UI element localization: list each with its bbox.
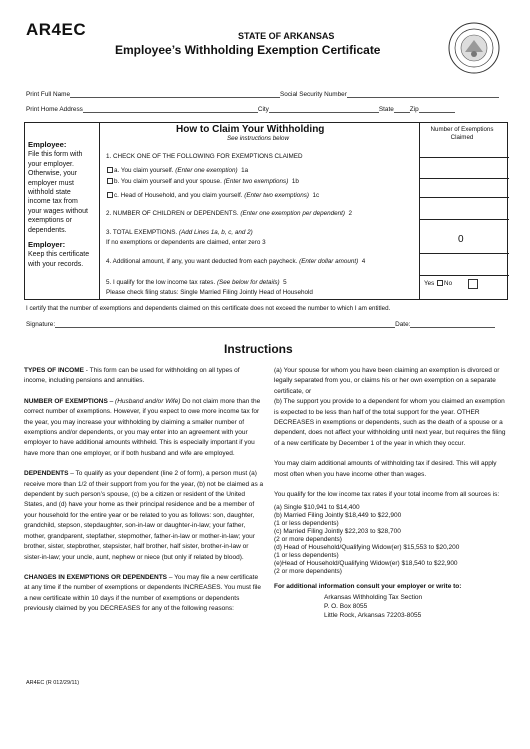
additional-withholding: You may claim additional amounts of withholding tax if desired. This will apply most often when you have income other than wages. [274, 460, 497, 478]
full-name-field[interactable] [26, 91, 499, 98]
number-heading: NUMBER OF EXEMPTIONS [24, 397, 108, 405]
sidebar-employee [28, 140, 100, 269]
certification-text: I certify that the number of exemptions and dependents claimed on this certificate does not exceed the number to which I am entitled. [26, 305, 391, 312]
contact-heading: For additional information consult your employer or write to: [274, 583, 462, 591]
date-label: Date: [395, 321, 411, 328]
employer-heading: Employer: [28, 240, 66, 250]
line-3-note: If no exemptions or dependents are claimed, enter zero 3 [106, 239, 266, 246]
line-1a-hint: (Enter one exemption) [175, 167, 238, 174]
line-2-code: 2 [348, 210, 353, 217]
yes-checkbox[interactable] [437, 280, 443, 286]
how-to-claim-title: How to Claim Your Withholding [176, 124, 325, 135]
line-3-text: 3. TOTAL EXEMPTIONS. [106, 229, 178, 236]
line-1a-code: 1a [241, 167, 249, 174]
dependents-text: – To qualify as your dependent (line 2 of form), a person must (a) receive more than 1/2 of their support from you for the year, (b) not be claimed as a dependent by such person’s spouse, (c) be a citizen or resident of the United States, and (d) have your home as their principal residence and be a member of your household for the entire year or be related to you as follows: son, daughter, grandchild, stepson, stepdaughter, son-in-law or daughter-in-law; your father, mother, grandparent, stepfather, stepmother, father-in-law or mother-in-law; your brother, sister, stepbrother, stepsister, half brother, half sister, brother-in-law or sister-in-law; your uncle, aunt, nephew or niece (but only if related by blood). [24, 470, 264, 561]
rate-item: (b) Married Filing Jointly $18,449 to $22,900 [274, 512, 402, 520]
number-text: Do not claim more than the correct number of exemptions. However, if you expect to owe more income tax for the year, you may increase your withholding by claiming a smaller number of exemptions and/or dependents, or you may enter into an agreement with your employer to have additional amounts withheld. This is especially important if you have more than one employer, or if both husband and wife are employed. [24, 397, 261, 457]
full-name-label: Print Full Name [26, 91, 71, 98]
divider [419, 178, 509, 179]
divider [419, 197, 509, 198]
line-5-text: 5. I qualify for the low income tax rates. [106, 279, 216, 286]
line-1b-hint: (Enter two exemptions) [223, 178, 289, 185]
employee-line: withhold state [28, 189, 71, 197]
ssn-label: Social Security Number [280, 91, 347, 98]
employee-line: your wages without [28, 207, 88, 215]
form-revision: AR4EC (R 012/29/11) [26, 680, 80, 686]
line-1b-checkbox[interactable] [107, 178, 113, 184]
line-5-code: 5 [283, 279, 287, 286]
rate-item: (e)Head of Household/Qualifying Widow(er) $18,540 to $22,900 [274, 560, 458, 568]
divider [419, 219, 509, 220]
yes-no-option[interactable] [424, 280, 452, 287]
line-1c[interactable] [106, 192, 319, 199]
zip-label: Zip [409, 106, 419, 113]
dependents-paragraph [24, 469, 264, 563]
exemptions-column-header: Number of Exemptions Claimed [430, 126, 494, 141]
instructions-right-column [274, 366, 506, 620]
rate-item: (a) Single $10,941 to $14,400 [274, 504, 360, 512]
types-text: - This form can be used for withholding on all types of income, including pensions and annuities. [24, 367, 240, 385]
form-title: Employee’s Withholding Exemption Certificate [115, 43, 381, 57]
reason-b: (b) The support you provide to a dependent for whom you claimed an exemption is expected to be less than half of the total support for the year. OTHER DECREASES in exemptions or dependents, such as the death of a spouse or a dependent, does not affect your withholding until next year, but requires the filing of a new certificate by December 1 of the year in which they occur. [274, 398, 506, 447]
employee-line: exemptions or [28, 217, 72, 225]
employer-line: with your records. [28, 260, 84, 268]
line-1b-code: 1b [291, 178, 299, 185]
income-rate-list [274, 504, 506, 576]
rate-item: (c) Married Filing Jointly $22,203 to $28,700 [274, 528, 401, 536]
no-checkbox[interactable] [468, 279, 478, 289]
line-5-hint: (See below for details) [216, 279, 280, 286]
no-label: No [444, 280, 453, 287]
line-4 [106, 258, 365, 265]
line-1a-text: a. You claim yourself. [114, 167, 174, 174]
employee-line: your employer. [28, 160, 74, 168]
address-label: Print Home Address [26, 106, 83, 113]
line-4-hint: (Enter dollar amount) [299, 258, 359, 265]
employee-line: Otherwise, your [28, 170, 78, 178]
line-2-text: 2. NUMBER OF CHILDREN or DEPENDENTS. [106, 210, 239, 217]
number-paragraph [24, 397, 264, 459]
changes-heading: CHANGES IN EXEMPTIONS OR DEPENDENTS [24, 573, 168, 581]
state-seal-icon [448, 22, 500, 74]
line-1c-code: 1c [312, 192, 320, 199]
line-1: 1. CHECK ONE OF THE FOLLOWING FOR EXEMPTIONS CLAIMED [106, 153, 303, 160]
employee-heading: Employee: [28, 140, 67, 149]
rate-item: (1 or less dependents) [274, 552, 339, 560]
line-1b-text: b. You claim yourself and your spouse. [114, 178, 222, 185]
types-heading: TYPES OF INCOME [24, 367, 84, 374]
address-field[interactable] [26, 106, 455, 113]
line-2 [106, 210, 352, 217]
line-1a-checkbox[interactable] [107, 167, 113, 173]
line-1c-checkbox[interactable] [107, 192, 113, 198]
filing-status[interactable]: Please check filing status: Single Married Filing Jointly Head of Household [106, 289, 313, 296]
divider [419, 275, 509, 276]
employee-line: income tax from [28, 198, 78, 206]
changes-paragraph [24, 573, 264, 615]
contact-line: Little Rock, Arkansas 72203-8055 [324, 611, 422, 619]
form-code: AR4EC [26, 20, 87, 39]
number-hint: – (Husband and/or Wife) [107, 397, 181, 405]
instructions-title: Instructions [224, 342, 293, 356]
dependents-heading: DEPENDENTS [24, 470, 69, 478]
rate-item: (d) Head of Household/Qualifying Widow(er) $15,553 to $20,200 [274, 544, 460, 552]
contact-line: Arkansas Withholding Tax Section [324, 593, 423, 601]
line-1a[interactable] [106, 167, 248, 174]
state-label: State [378, 106, 394, 113]
rate-item: (1 or less dependents) [274, 520, 339, 528]
line-3-hint: (Add Lines 1a, b, c, and 2) [178, 229, 253, 236]
line-2-hint: (Enter one exemption per dependent) [240, 210, 346, 217]
divider [419, 157, 509, 158]
line-1c-text: c. Head of Household, and you claim yourself. [114, 192, 243, 199]
state-name: STATE OF ARKANSAS [238, 31, 335, 41]
employee-line: employer must [28, 179, 74, 187]
total-exemptions-value[interactable]: 0 [458, 234, 464, 245]
rate-item: (2 or more dependents) [274, 536, 342, 544]
rate-item: (2 or more dependents) [274, 568, 342, 576]
changes-text: – You may file a new certificate at any time if the number of exemptions or dependents INCREASES. You must file a new certificate within 10 days if the number of exemptions or dependents previously claimed by you DECREASES for any of the following reasons: [24, 573, 262, 613]
signature-label: Signature: [26, 321, 56, 328]
instructions-left-column [24, 366, 264, 625]
line-4-code: 4 [361, 258, 366, 265]
line-4-text: 4. Additional amount, if any, you want deducted from each paycheck. [106, 258, 298, 265]
contact-address [274, 593, 506, 620]
line-1b[interactable] [106, 178, 299, 185]
yes-label: Yes [424, 280, 435, 287]
how-subtitle: See instructions below [227, 135, 289, 142]
employer-line: Keep this certificate [28, 251, 90, 259]
divider [419, 253, 509, 254]
line-1c-hint: (Enter two exemptions) [244, 192, 309, 199]
divider [419, 123, 420, 299]
line-3 [106, 229, 253, 236]
line-5 [106, 279, 287, 286]
contact-line: P. O. Box 8055 [324, 602, 368, 610]
reason-a: (a) Your spouse for whom you have been claiming an exemption is divorced or legally separated from you, or claims his or her own exemption on a separate certificate, or [274, 367, 500, 395]
signature-field[interactable] [26, 321, 495, 328]
low-income-intro: You qualify for the low income tax rates if your total income from all sources is: [274, 491, 500, 499]
city-label: City [257, 106, 269, 113]
employee-line: dependents. [28, 226, 67, 234]
employee-line: File this form with [28, 151, 83, 159]
types-paragraph [24, 366, 264, 387]
